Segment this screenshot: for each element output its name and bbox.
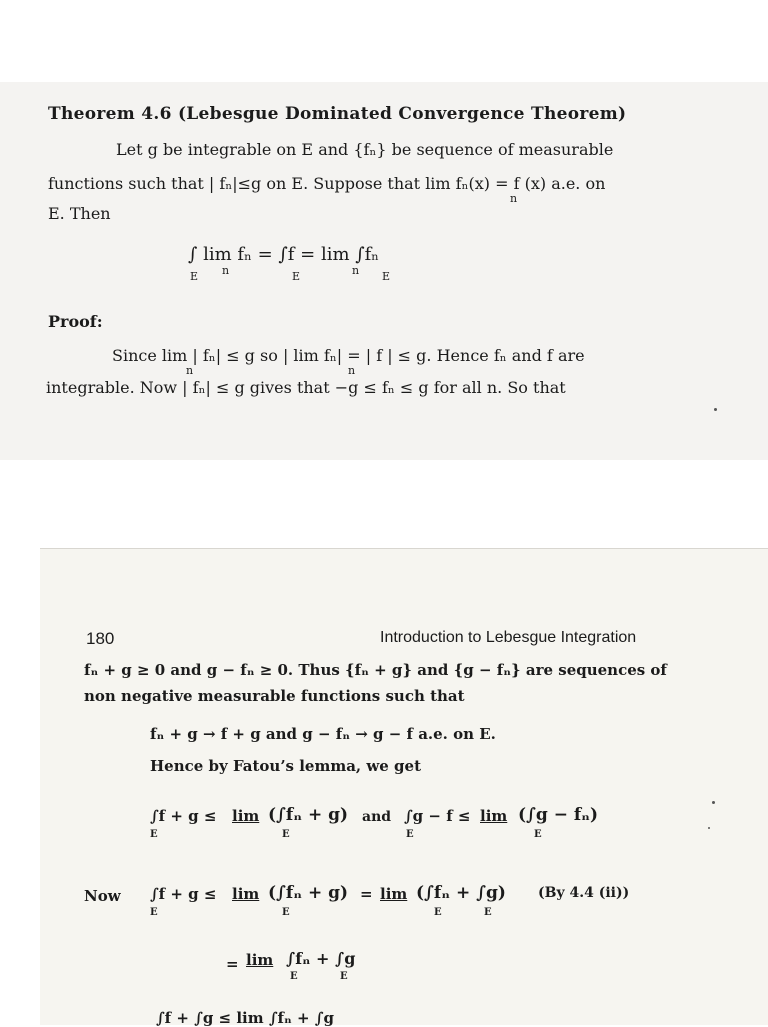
theorem-heading: Theorem 4.6 (Lebesgue Dominated Convergence Theorem)	[48, 104, 627, 124]
fatou-left-sub: E	[150, 829, 158, 840]
statement-line-1: Let g be integrable on E and {fₙ} be sequence of measurable	[116, 140, 614, 159]
now-reference: (By 4.4 (ii))	[538, 885, 630, 901]
fatou-paren-right: (∫g − fₙ)	[518, 805, 599, 825]
proof-label: Proof:	[48, 312, 103, 331]
fatou-right: ∫g − f ≤	[404, 807, 471, 825]
proof-line-1: Since lim | fₙ| ≤ g so | lim fₙ| = | f | ≤ g. Hence fₙ and f are	[112, 346, 585, 365]
eq-line-equals: =	[226, 955, 239, 973]
now-paren-1: (∫fₙ + g)	[268, 883, 349, 903]
equation-sub-n-1: n	[222, 264, 230, 277]
equation-sub-e-2: E	[292, 270, 301, 283]
fatou-lim-1: lim	[232, 807, 260, 825]
now-left: ∫f + g ≤	[150, 885, 217, 903]
now-paren-2: (∫fₙ + ∫g)	[416, 883, 506, 903]
eq-line-rest: ∫fₙ + ∫g	[286, 949, 356, 968]
page-one	[0, 82, 768, 460]
now-paren-2-sub-2: E	[484, 907, 492, 918]
statement-line-2: functions such that | fₙ|≤g on E. Suppose that lim fₙ(x) = f (x) a.e. on	[48, 174, 606, 193]
running-head: Introduction to Lebesgue Integration	[380, 629, 637, 646]
fatou-line: Hence by Fatou’s lemma, we get	[150, 757, 422, 775]
eq-line-lim: lim	[246, 951, 274, 969]
fatou-paren-left: (∫fₙ + g)	[268, 805, 349, 825]
eq-line-sub-2: E	[340, 971, 348, 982]
statement-line-3: E. Then	[48, 204, 111, 223]
eq-line-sub-1: E	[290, 971, 298, 982]
fatou-right-sub: E	[406, 829, 414, 840]
equation-sub-e-3: E	[382, 270, 391, 283]
ink-speck-3	[708, 827, 710, 829]
proof-sub-n-1: n	[186, 364, 194, 377]
fatou-lim-2: lim	[480, 807, 508, 825]
statement-lim-subscript: n	[510, 192, 518, 205]
fatou-paren-left-sub: E	[282, 829, 290, 840]
display-equation: ∫ lim fₙ = ∫f = lim ∫fₙ	[188, 244, 380, 265]
partial-line: ∫f + ∫g ≤ lim ∫fₙ + ∫g	[156, 1009, 334, 1027]
equation-sub-n-2: n	[352, 264, 360, 277]
fatou-paren-right-sub: E	[534, 829, 542, 840]
body-line-1: fₙ + g ≥ 0 and g − fₙ ≥ 0. Thus {fₙ + g} and {g − fₙ} are sequences of	[84, 661, 667, 679]
body-line-2: non negative measurable functions such that	[84, 687, 465, 705]
now-paren-2-sub-1: E	[434, 907, 442, 918]
equation-sub-e-1: E	[190, 270, 199, 283]
now-equals: =	[360, 885, 373, 903]
proof-line-2: integrable. Now | fₙ| ≤ g gives that −g ≤ fₙ ≤ g for all n. So that	[46, 378, 566, 397]
page-number: 180	[86, 629, 115, 648]
ink-speck	[714, 408, 717, 411]
ink-speck-2	[712, 801, 715, 804]
now-lim-1: lim	[232, 885, 260, 903]
convergence-line: fₙ + g → f + g and g − fₙ → g − f a.e. on E.	[150, 725, 496, 743]
now-lim-2: lim	[380, 885, 408, 903]
now-label: Now	[84, 887, 121, 905]
page-two	[40, 548, 768, 1025]
proof-sub-n-2: n	[348, 364, 356, 377]
fatou-and: and	[362, 809, 392, 825]
fatou-left: ∫f + g ≤	[150, 807, 217, 825]
now-left-sub: E	[150, 907, 158, 918]
now-paren-1-sub: E	[282, 907, 290, 918]
